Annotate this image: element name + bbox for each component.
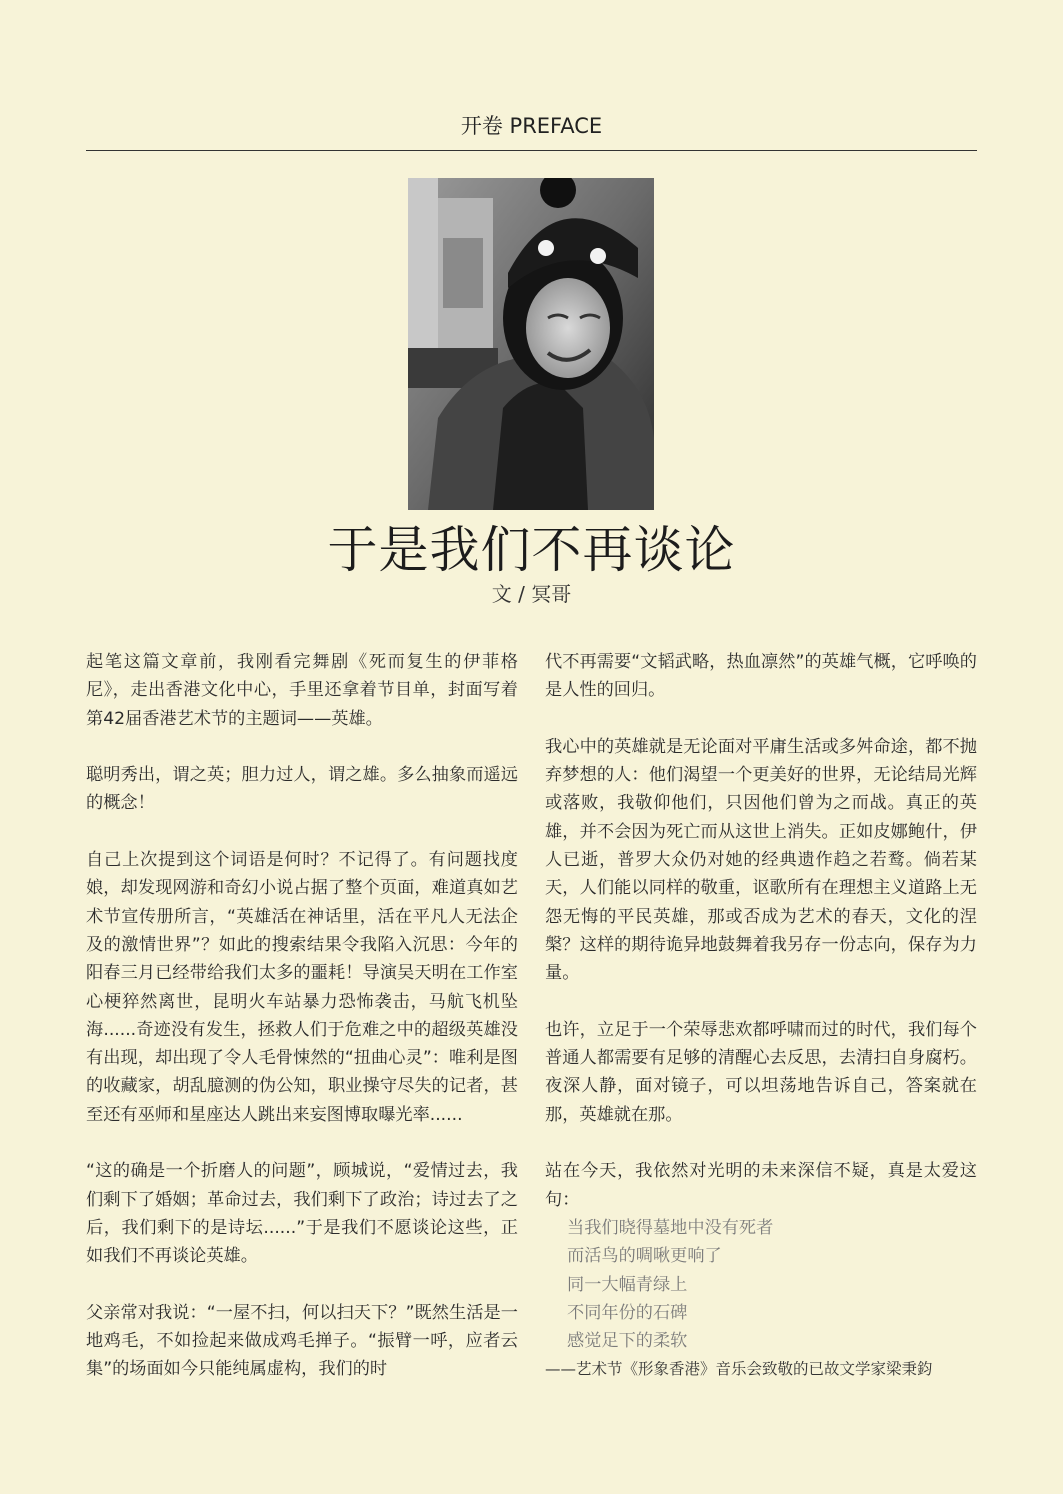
poem-credit: ——艺术节《形象香港》音乐会致敬的已故文学家梁秉鈞 [545,1360,933,1379]
paragraph: 自己上次提到这个词语是何时？不记得了。有问题找度娘，却发现网游和奇幻小说占据了整个页面，难道真如艺术节宣传册所言，“英雄活在神话里，活在平凡人无法企及的激情世界”？如此的搜索结果令我陷入沉思：今年的阳春三月已经带给我们太多的噩耗！导演吴天明在工作室心梗猝然离世，昆明火车站暴力恐怖袭击，马航飞机坠海......奇迹没有发生，拯救人们于危难之中的超级英雄没有出现，却出现了令人毛骨悚然的“扭曲心灵”：唯利是图的收藏家，胡乱臆测的伪公知，职业操守尽失的记者，甚至还有巫师和星座达人跳出来妄图博取曝光率...... [86,850,518,1125]
paragraph: 代不再需要“文韬武略，热血凛然”的英雄气概，它呼唤的是人性的回归。 [545,652,977,701]
paragraph: 起笔这篇文章前，我刚看完舞剧《死而复生的伊菲格尼》，走出香港文化中心，手里还拿着节目单，封面写着第42届香港艺术节的主题词——英雄。 [86,652,518,729]
section-header: 开卷 PREFACE [460,114,603,138]
paragraph: 也许，立足于一个荣辱悲欢都呼啸而过的时代，我们每个普通人都需要有足够的清醒心去反思，去清扫自身腐朽。夜深人静，面对镜子，可以坦荡地告诉自己，答案就在那，英雄就在那。 [545,1019,977,1125]
paragraph: 我心中的英雄就是无论面对平庸生活或多舛命途，都不抛弃梦想的人：他们渴望一个更美好的世界，无论结局光辉或落败，我敬仰他们，只因他们曾为之而战。真正的英雄，并不会因为死亡而从这世上消失。正如皮娜鲍什，伊人已逝，普罗大众仍对她的经典遗作趋之若鹜。倘若某天，人们能以同样的敬重，讴歌所有在理想主义道路上无怨无悔的平民英雄，那或否成为艺术的春天，文化的涅槃？这样的期待诡异地鼓舞着我另存一份志向，保存为力量。 [545,736,977,984]
portrait-photo-icon [408,178,654,510]
poem-line: 感觉足下的柔软 [567,1331,688,1352]
paragraph: 父亲常对我说：“一屋不扫，何以扫天下？”既然生活是一地鸡毛，不如捡起来做成鸡毛掸子。“振臂一呼，应者云集”的场面如今只能纯属虚构，我们的时 [86,1302,518,1380]
poem-line: 而活鸟的啁啾更响了 [567,1246,722,1267]
portrait-photo [408,178,654,510]
paragraph: 聪明秀出，谓之英；胆力过人，谓之雄。多么抽象而遥远的概念！ [86,765,518,814]
article-column-left [86,648,518,1384]
poem-quote [545,1214,977,1355]
article-column-right [545,648,977,1412]
poem-line: 不同年份的石碑 [567,1302,688,1323]
poem-line: 同一大幅青绿上 [567,1274,688,1295]
poem-line: 当我们晓得墓地中没有死者 [567,1217,774,1238]
paragraph: “这的确是一个折磨人的问题”，顾城说，“爱情过去，我们剩下了婚姻；革命过去，我们剩下了政治；诗过去了之后，我们剩下的是诗坛......”于是我们不愿谈论这些，正如我们不再谈论英雄。 [86,1161,518,1267]
article-title: 于是我们不再谈论 [327,521,736,579]
header-divider [86,150,977,151]
article-byline: 文 / 冥哥 [491,582,572,606]
paragraph: 站在今天，我依然对光明的未来深信不疑，真是太爱这句： [545,1161,977,1210]
